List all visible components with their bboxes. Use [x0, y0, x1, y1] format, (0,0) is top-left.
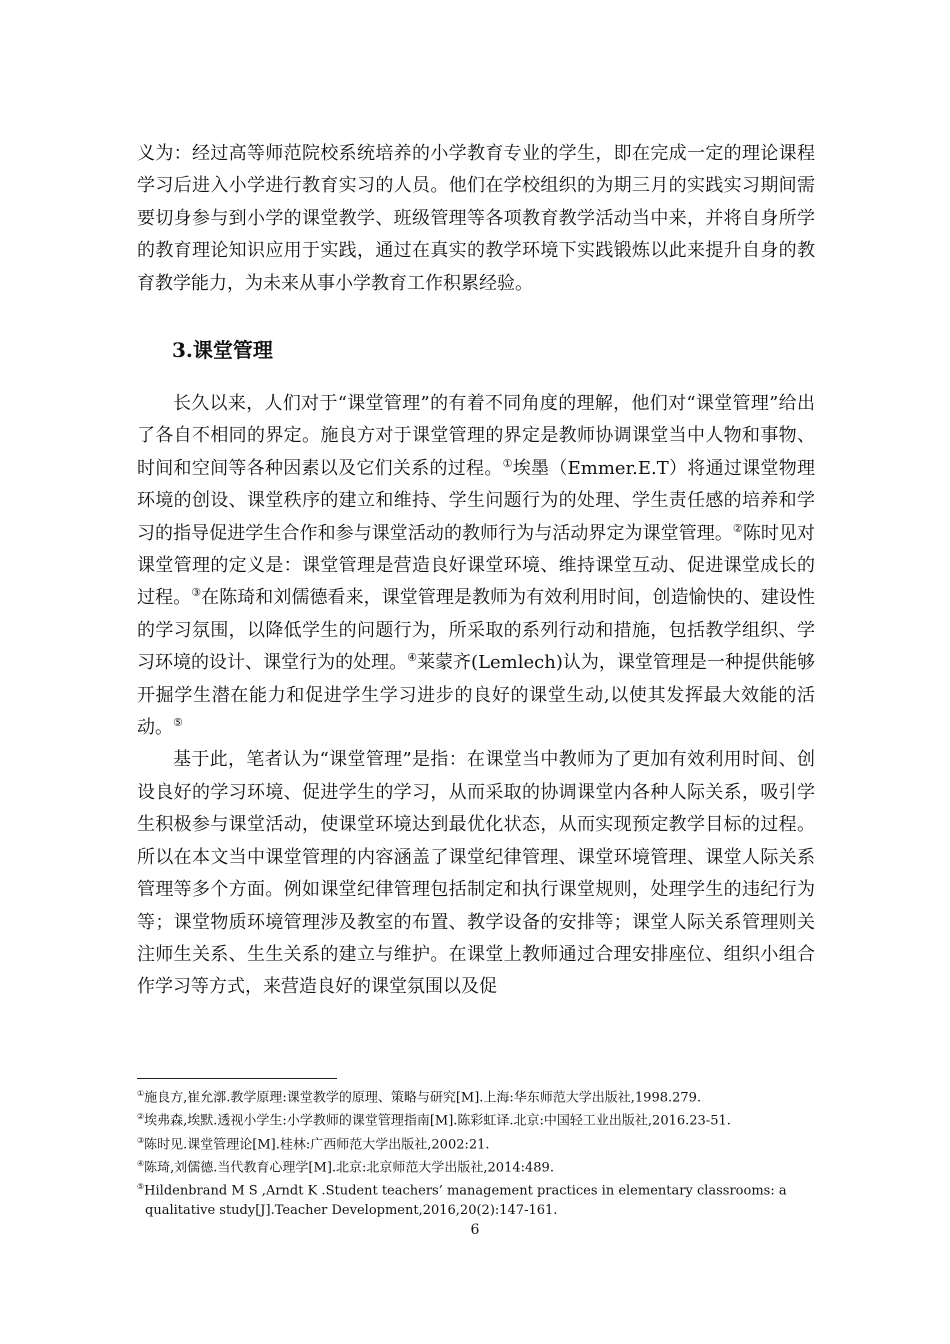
footnote-text: 陈时见.课堂管理论[M].桂林:广西师范大学出版社,2002:21. — [144, 1136, 490, 1152]
footnote-ref-2[interactable]: ② — [732, 521, 743, 535]
footnote-ref-4[interactable]: ④ — [407, 651, 418, 665]
footnote-5 — [137, 1177, 815, 1219]
intro-paragraph: 义为：经过高等师范院校系统培养的小学教育专业的学生，即在完成一定的理论课程学习后进入小学进行教育实习的人员。他们在学校组织的为期三月的实践实习期间需要切身参与到小学的课堂教学、班级管理等各项教育教学活动当中来，并将自身所学的教育理论知识应用于实践，通过在真实的教学环境下实践锻炼以此来提升自身的教育教学能力，为未来从事小学教育工作积累经验。 — [137, 143, 815, 294]
footnote-mark: ① — [137, 1089, 145, 1098]
definition-shi-liangfang: 长久以来，人们对于“课堂管理”的有着不同角度的理解，他们对“课堂管理”给出了各自不相同的界定。施良方对于课堂管理的界定是教师协调课堂当中人物和事物、时间和空间等各种因素以及它们关系的过程。 — [137, 393, 815, 479]
footnote-mark: ⑤ — [137, 1182, 145, 1192]
footnote-mark: ② — [137, 1112, 145, 1122]
footnote-ref-5[interactable]: ⑤ — [173, 716, 183, 730]
paragraph-author-definition: 基于此，笔者认为“课堂管理”是指：在课堂当中教师为了更加有效利用时间、创设良好的学习环境、促进学生的学习，从而采取的协调课堂内各种人际关系，吸引学生积极参与课堂活动，使课堂环境达到最优化状态，从而实现预定教学目标的过程。所以在本文当中课堂管理的内容涵盖了课堂纪律管理、课堂环境管理、课堂人际关系管理等多个方面。例如课堂纪律管理包括制定和执行课堂规则，处理学生的违纪行为等；课堂物质环境管理涉及教室的布置、教学设备的安排等；课堂人际关系管理则关注师生关系、生生关系的建立与维护。在课堂上教师通过合理安排座位、组织小组合作学习等方式，来营造良好的课堂氛围以及促 — [137, 749, 815, 998]
footnote-mark: ③ — [137, 1135, 145, 1145]
body-paragraphs — [137, 388, 815, 1004]
definition-lemlech: 莱蒙齐(Lemlech)认为，课堂管理是一种提供能够开掘学生潜在能力和促进学生学习进步的良好的课堂生动,以使其发挥最大效能的活动。 — [137, 652, 815, 739]
footnote-2 — [137, 1107, 815, 1130]
page-number: 6 — [470, 1222, 480, 1238]
footnote-text: Hildenbrand M S ,Arndt K .Student teachers’ management practices in elementary classrooms: a qualitative study[J].Teacher Development,2016,20(2):147-161. — [144, 1183, 787, 1218]
footnote-4 — [137, 1154, 815, 1177]
section-number: 3. — [172, 338, 193, 362]
definition-emmer: 埃墨（Emmer.E.T）将通过课堂物理环境的创设、课堂秩序的建立和维持、学生问题行为的处理、学生责任感的培养和学习的指导促进学生合作和参与课堂活动的教师行为与活动界定为课堂管理。 — [137, 457, 815, 544]
footnote-text: 陈琦,刘儒德.当代教育心理学[M].北京:北京师范大学出版社,2014:489. — [144, 1160, 554, 1176]
footnote-text: 埃弗森,埃默.透视小学生:小学教师的课堂管理指南[M].陈彩虹译.北京:中国轻工业出版社,2016.23-51. — [144, 1113, 731, 1129]
footnote-mark: ④ — [137, 1158, 145, 1168]
footnote-3 — [137, 1131, 815, 1154]
footnote-ref-1[interactable]: ① — [502, 456, 513, 470]
footnote-text: 施良方,崔允漷.教学原理:课堂教学的原理、策略与研究[M].上海:华东师范大学出版社,1998.279. — [144, 1090, 702, 1106]
section-title: 课堂管理 — [192, 338, 273, 362]
footnote-1 — [137, 1084, 815, 1107]
definition-chen-liu: 在陈琦和刘儒德看来，课堂管理是教师为有效利用时间，创造愉快的、建设性的学习氛围，以降低学生的问题行为，所采取的系列行动和措施，包括教学组织、学习环境的设计、课堂行为的处理。 — [137, 587, 816, 674]
paragraph-definitions — [137, 388, 815, 744]
footnotes — [137, 1084, 815, 1220]
section-heading — [172, 336, 273, 364]
intro-paragraph-block — [137, 138, 815, 300]
definition-chen-shijian: 陈时见对课堂管理的定义是：课堂管理是营造良好课堂环境、维持课堂互动、促进课堂成长的过程。 — [137, 522, 816, 609]
footnote-divider — [137, 1078, 337, 1079]
footnote-ref-3[interactable]: ③ — [191, 586, 202, 600]
